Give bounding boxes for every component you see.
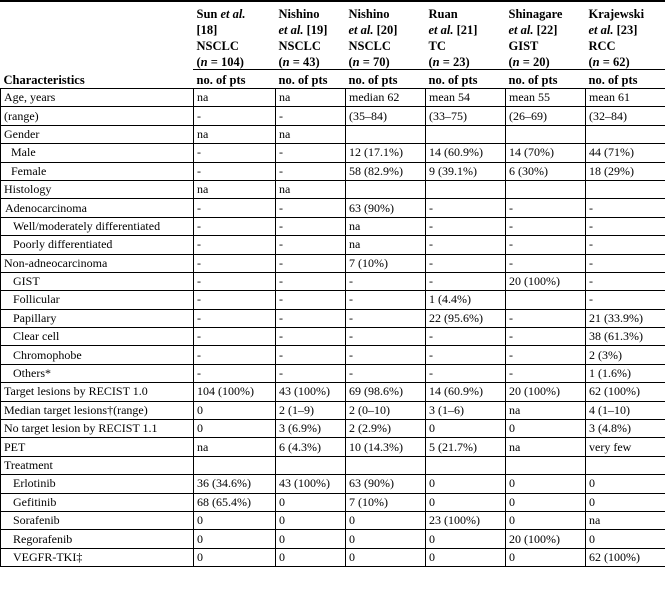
table-cell: - <box>276 328 346 346</box>
table-row <box>1 162 665 180</box>
study-n-value: = 104 <box>210 55 240 69</box>
table-cell: 0 <box>506 548 586 566</box>
table-cell: - <box>506 328 586 346</box>
row-label: Treatment <box>1 456 194 474</box>
study-n-symbol: n <box>512 55 520 69</box>
row-label: Adenocarcinoma <box>1 199 194 217</box>
study-header: Sun et al. [18] NSCLC (n = 104) <box>196 7 246 69</box>
table-cell: 20 (100%) <box>506 530 586 548</box>
table-cell: 0 <box>426 420 506 438</box>
table-cell: 58 (82.9%) <box>346 162 426 180</box>
table-cell: median 62 <box>346 89 426 107</box>
table-cell: 0 <box>346 530 426 548</box>
table-cell: - <box>426 217 506 235</box>
table-row <box>1 493 665 511</box>
study-etal: et al. <box>278 23 304 37</box>
table-cell: 43 (100%) <box>276 383 346 401</box>
study-ref: [19] <box>306 23 328 37</box>
table-cell: 0 <box>194 511 276 529</box>
table-cell: - <box>194 162 276 180</box>
table-cell <box>586 125 665 143</box>
table-row <box>1 346 665 364</box>
table-cell: 3 (1–6) <box>426 401 506 419</box>
table-cell: (32–84) <box>586 107 665 125</box>
row-label: Poorly differentiated <box>1 236 194 254</box>
unit-header: no. of pts <box>196 73 246 87</box>
table-cell: - <box>506 217 586 235</box>
table-cell: - <box>586 272 665 290</box>
table-cell: - <box>194 199 276 217</box>
table-cell: na <box>276 180 346 198</box>
table-cell: 21 (33.9%) <box>586 309 665 327</box>
table-cell: - <box>194 107 276 125</box>
row-label: Median target lesions†(range) <box>1 401 194 419</box>
study-author: Ruan <box>428 7 458 21</box>
table-cell <box>586 456 665 474</box>
table-cell: na <box>194 180 276 198</box>
table-cell: 0 <box>276 548 346 566</box>
table-cell: - <box>586 199 665 217</box>
study-header: Shinagare et al. [22] GIST (n = 20) <box>508 7 563 69</box>
row-label: Gender <box>1 125 194 143</box>
table-cell: 2 (2.9%) <box>346 420 426 438</box>
table-row <box>1 236 665 254</box>
table-cell: - <box>194 346 276 364</box>
table-row <box>1 364 665 382</box>
table-cell: - <box>194 291 276 309</box>
table-cell: - <box>506 199 586 217</box>
characteristics-table <box>0 2 665 567</box>
table-cell: - <box>276 346 346 364</box>
study-disease: NSCLC <box>348 39 391 53</box>
table-cell: - <box>194 217 276 235</box>
study-etal: et al. <box>428 23 454 37</box>
table-cell: 0 <box>194 420 276 438</box>
table-cell: - <box>586 236 665 254</box>
table-cell: (33–75) <box>426 107 506 125</box>
table-row <box>1 180 665 198</box>
row-label: Others* <box>1 364 194 382</box>
table-row <box>1 309 665 327</box>
table-cell: 62 (100%) <box>586 383 665 401</box>
row-label: Female <box>1 162 194 180</box>
table-cell: 0 <box>276 493 346 511</box>
table-cell: - <box>276 217 346 235</box>
row-label: Papillary <box>1 309 194 327</box>
study-author: Nishino <box>348 7 390 21</box>
table-row <box>1 530 665 548</box>
row-label: Gefitinib <box>1 493 194 511</box>
table-row <box>1 511 665 529</box>
table-cell: - <box>276 364 346 382</box>
study-n-symbol: n <box>352 55 360 69</box>
table-cell: - <box>194 328 276 346</box>
table-cell: 12 (17.1%) <box>346 144 426 162</box>
table-cell: (35–84) <box>346 107 426 125</box>
table-cell: 0 <box>586 493 665 511</box>
table-cell: - <box>586 217 665 235</box>
table-cell: 0 <box>346 511 426 529</box>
table-cell: na <box>346 217 426 235</box>
table-cell <box>506 291 586 309</box>
table-cell: 0 <box>506 511 586 529</box>
table-cell: - <box>426 199 506 217</box>
table-cell: na <box>194 89 276 107</box>
table-cell: 63 (90%) <box>346 475 426 493</box>
table-cell: - <box>194 272 276 290</box>
unit-header: no. of pts <box>278 73 328 87</box>
row-label: Follicular <box>1 291 194 309</box>
table-row <box>1 456 665 474</box>
table-cell: 0 <box>426 493 506 511</box>
table-row <box>1 475 665 493</box>
table-cell: 9 (39.1%) <box>426 162 506 180</box>
table-cell: 2 (3%) <box>586 346 665 364</box>
table-cell: 0 <box>426 530 506 548</box>
table-cell: na <box>506 401 586 419</box>
table-row <box>1 89 665 107</box>
study-n-value: = 43 <box>292 55 316 69</box>
study-disease: RCC <box>588 39 616 53</box>
study-author: Sun <box>196 7 218 21</box>
table-cell: na <box>346 236 426 254</box>
study-ref: [20] <box>376 23 398 37</box>
table-cell: 3 (4.8%) <box>586 420 665 438</box>
table-cell: 7 (10%) <box>346 493 426 511</box>
table-row <box>1 217 665 235</box>
table-cell: - <box>426 364 506 382</box>
study-header: Krajewski et al. [23] RCC (n = 62) <box>588 7 645 69</box>
table-cell <box>426 456 506 474</box>
study-etal: et al. <box>220 7 246 21</box>
study-header-row <box>1 2 665 70</box>
table-cell: 3 (6.9%) <box>276 420 346 438</box>
row-label: Erlotinib <box>1 475 194 493</box>
table-cell: 104 (100%) <box>194 383 276 401</box>
table-cell <box>426 125 506 143</box>
study-n-symbol: n <box>200 55 208 69</box>
study-disease: NSCLC <box>196 39 239 53</box>
table-row <box>1 328 665 346</box>
table-cell: - <box>276 291 346 309</box>
table-row <box>1 125 665 143</box>
table-cell: 0 <box>586 475 665 493</box>
unit-header: no. of pts <box>348 73 398 87</box>
table-cell: - <box>426 236 506 254</box>
study-header: Ruan et al. [21] TC (n = 23) <box>428 7 478 69</box>
study-ref: [21] <box>456 23 478 37</box>
table-cell: na <box>586 511 665 529</box>
table-cell: - <box>346 364 426 382</box>
row-label: Age, years <box>1 89 194 107</box>
unit-header: no. of pts <box>508 73 558 87</box>
row-label: Target lesions by RECIST 1.0 <box>1 383 194 401</box>
table-row <box>1 438 665 456</box>
table-cell: 2 (0–10) <box>346 401 426 419</box>
study-n-value: = 70 <box>362 55 386 69</box>
table-row <box>1 383 665 401</box>
table-cell: 38 (61.3%) <box>586 328 665 346</box>
study-author: Shinagare <box>508 7 563 21</box>
table-cell: 43 (100%) <box>276 475 346 493</box>
table-cell: 4 (1–10) <box>586 401 665 419</box>
table-cell: - <box>276 162 346 180</box>
table-cell <box>346 125 426 143</box>
table-cell: 68 (65.4%) <box>194 493 276 511</box>
row-label: Well/moderately differentiated <box>1 217 194 235</box>
study-ref: [18] <box>196 23 218 37</box>
table-cell: - <box>346 346 426 364</box>
unit-header: no. of pts <box>428 73 478 87</box>
table-cell: - <box>276 107 346 125</box>
row-label: Regorafenib <box>1 530 194 548</box>
table-cell: 44 (71%) <box>586 144 665 162</box>
row-label: GIST <box>1 272 194 290</box>
table-cell: mean 54 <box>426 89 506 107</box>
unit-header: no. of pts <box>588 73 638 87</box>
row-label: Chromophobe <box>1 346 194 364</box>
table-cell: - <box>276 309 346 327</box>
table-cell: mean 61 <box>586 89 665 107</box>
table-cell: na <box>276 125 346 143</box>
study-author: Krajewski <box>588 7 645 21</box>
table-cell: 0 <box>346 548 426 566</box>
table-cell: 0 <box>194 401 276 419</box>
table-cell <box>194 456 276 474</box>
table-cell: 14 (70%) <box>506 144 586 162</box>
row-label: Male <box>1 144 194 162</box>
table-cell: (26–69) <box>506 107 586 125</box>
table-cell: 14 (60.9%) <box>426 144 506 162</box>
table-cell: - <box>194 144 276 162</box>
study-n-symbol: n <box>282 55 290 69</box>
table-cell: 18 (29%) <box>586 162 665 180</box>
table-cell: - <box>276 254 346 272</box>
table-cell: 62 (100%) <box>586 548 665 566</box>
table-cell: 0 <box>426 548 506 566</box>
table-cell: 10 (14.3%) <box>346 438 426 456</box>
table-row <box>1 272 665 290</box>
unit-header-row <box>1 70 665 89</box>
table-cell: 22 (95.6%) <box>426 309 506 327</box>
table-cell: - <box>194 236 276 254</box>
table-cell: 5 (21.7%) <box>426 438 506 456</box>
table-cell <box>506 456 586 474</box>
table-cell: 6 (4.3%) <box>276 438 346 456</box>
header-blank <box>1 2 194 70</box>
study-ref: [22] <box>536 23 558 37</box>
table-cell: 7 (10%) <box>346 254 426 272</box>
table-cell: 0 <box>506 475 586 493</box>
table-cell: - <box>346 309 426 327</box>
table-cell: 1 (4.4%) <box>426 291 506 309</box>
study-header: Nishino et al. [19] NSCLC (n = 43) <box>278 7 328 69</box>
table-cell: - <box>426 254 506 272</box>
table-cell: 0 <box>586 530 665 548</box>
table-cell: - <box>276 272 346 290</box>
table-cell: - <box>586 291 665 309</box>
study-author: Nishino <box>278 7 320 21</box>
table-cell <box>346 456 426 474</box>
table-row <box>1 107 665 125</box>
study-ref: [23] <box>616 23 638 37</box>
table-cell: - <box>426 346 506 364</box>
study-etal: et al. <box>508 23 534 37</box>
table-cell: 0 <box>506 493 586 511</box>
table-cell <box>506 125 586 143</box>
table-cell: na <box>276 89 346 107</box>
table-row <box>1 548 665 566</box>
table-cell: - <box>426 272 506 290</box>
table-cell: - <box>194 309 276 327</box>
table-cell: 0 <box>194 548 276 566</box>
table-cell: 0 <box>276 530 346 548</box>
row-label: (range) <box>1 107 194 125</box>
table-cell: - <box>346 272 426 290</box>
study-n-symbol: n <box>432 55 440 69</box>
table-cell: mean 55 <box>506 89 586 107</box>
study-header: Nishino et al. [20] NSCLC (n = 70) <box>348 7 398 69</box>
table-cell: 2 (1–9) <box>276 401 346 419</box>
table-cell: - <box>426 328 506 346</box>
table-cell: very few <box>586 438 665 456</box>
table-row <box>1 420 665 438</box>
study-n-value: = 20 <box>522 55 546 69</box>
table-cell: 0 <box>426 475 506 493</box>
study-etal: et al. <box>348 23 374 37</box>
row-label: VEGFR-TKI‡ <box>1 548 194 566</box>
table-row <box>1 401 665 419</box>
table-cell: - <box>586 254 665 272</box>
table-cell: - <box>194 364 276 382</box>
table-cell: - <box>506 346 586 364</box>
row-label: Clear cell <box>1 328 194 346</box>
table-cell <box>506 180 586 198</box>
table-cell: - <box>276 144 346 162</box>
table-cell: 20 (100%) <box>506 383 586 401</box>
table-cell: 63 (90%) <box>346 199 426 217</box>
table-cell: 1 (1.6%) <box>586 364 665 382</box>
table-cell: 0 <box>194 530 276 548</box>
row-label: Sorafenib <box>1 511 194 529</box>
characteristics-header: Characteristics <box>3 73 85 87</box>
study-disease: GIST <box>508 39 539 53</box>
row-label: Non-adneocarcinoma <box>1 254 194 272</box>
table-cell <box>586 180 665 198</box>
table-cell: 0 <box>506 420 586 438</box>
table-cell: - <box>276 199 346 217</box>
study-disease: TC <box>428 39 446 53</box>
table-cell: na <box>194 125 276 143</box>
table-cell: - <box>194 254 276 272</box>
table-cell: - <box>276 236 346 254</box>
table-row <box>1 291 665 309</box>
table-cell: 69 (98.6%) <box>346 383 426 401</box>
row-label: PET <box>1 438 194 456</box>
study-n-value: = 62 <box>602 55 626 69</box>
row-label: Histology <box>1 180 194 198</box>
table-cell: - <box>346 291 426 309</box>
table-row <box>1 199 665 217</box>
study-disease: NSCLC <box>278 39 321 53</box>
table-cell: - <box>506 364 586 382</box>
table-cell: 14 (60.9%) <box>426 383 506 401</box>
table-cell: 20 (100%) <box>506 272 586 290</box>
table-cell: - <box>346 328 426 346</box>
table-cell: 0 <box>276 511 346 529</box>
row-label: No target lesion by RECIST 1.1 <box>1 420 194 438</box>
table-cell: 23 (100%) <box>426 511 506 529</box>
table-cell: - <box>506 236 586 254</box>
table-cell: 36 (34.6%) <box>194 475 276 493</box>
table-cell <box>276 456 346 474</box>
table-body <box>1 89 665 567</box>
table-cell: na <box>194 438 276 456</box>
study-n-value: = 23 <box>442 55 466 69</box>
table-row <box>1 144 665 162</box>
table-cell <box>426 180 506 198</box>
study-n-symbol: n <box>592 55 600 69</box>
table-cell <box>346 180 426 198</box>
table-cell: - <box>506 309 586 327</box>
table-cell: 6 (30%) <box>506 162 586 180</box>
study-etal: et al. <box>588 23 614 37</box>
table-row <box>1 254 665 272</box>
table-cell: - <box>506 254 586 272</box>
table-cell: na <box>506 438 586 456</box>
